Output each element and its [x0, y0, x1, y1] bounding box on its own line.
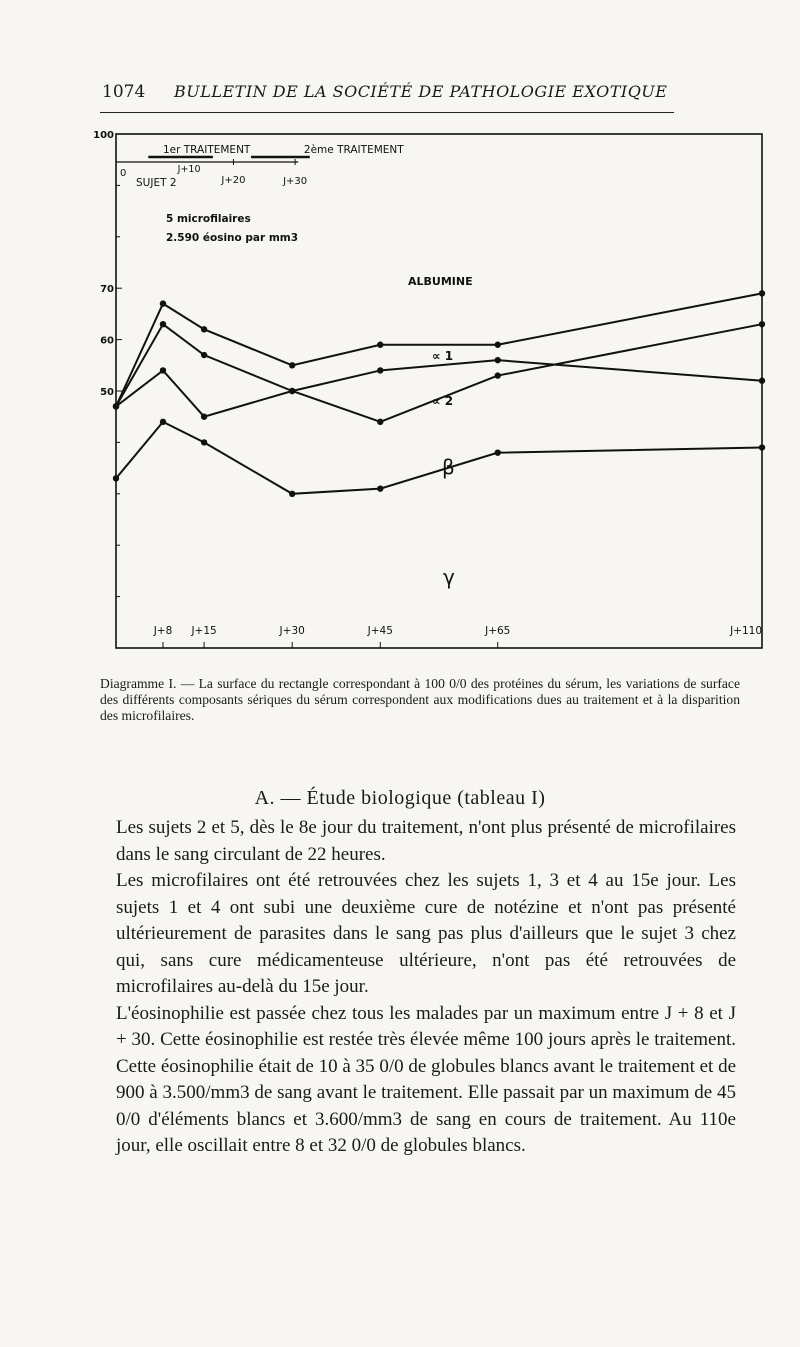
data-point	[495, 342, 501, 348]
data-point	[759, 321, 765, 327]
data-point	[201, 414, 207, 420]
data-point	[201, 326, 207, 332]
region-label-beta: β	[442, 455, 455, 479]
x-tick-label: J+110	[730, 625, 762, 637]
data-point	[113, 403, 119, 409]
data-point	[289, 362, 295, 368]
x-tick-label: J+30	[279, 625, 305, 637]
data-point	[160, 300, 166, 306]
paragraph: Les microfilaires ont été retrouvées chez les sujets 1, 3 et 4 au 15e jour. Les sujets 1 et 4 ont subi une deuxième cure de notézine et n'ont pas présenté ultérieurement de parasites dans le sang pas plus d'ailleurs que le sujet 3 chez qui, sans cure médicamenteuse ultérieure, n'ont pas été retrouvées de microfilaires au-delà du 15e jour.	[116, 870, 736, 997]
page-number: 1074	[102, 82, 146, 102]
figure-caption: Diagramme I. — La surface du rectangle correspondant à 100 0/0 des protéines du sérum, les variations de surface des différents composants sériques du sérum correspondent aux modifications dues au traitement et à la disparition des microfilaires.	[100, 676, 740, 723]
treatment-mark: J+30	[283, 176, 308, 187]
y-tick-label: 50	[100, 387, 114, 398]
treatment-mark: J+10	[177, 164, 201, 175]
data-point	[495, 357, 501, 363]
data-point	[759, 378, 765, 384]
y-tick-label: 60	[100, 335, 114, 347]
data-point	[289, 388, 295, 394]
header-rule	[100, 112, 674, 113]
region-label-gamma: γ	[443, 565, 455, 589]
body-text	[116, 815, 736, 1160]
x-tick-label: J+8	[153, 625, 173, 637]
y-tick-label: 70	[100, 284, 114, 296]
chart-frame	[116, 134, 762, 648]
subject-label: SUJET 2	[136, 177, 177, 189]
data-point	[377, 342, 383, 348]
data-point	[377, 419, 383, 425]
data-point	[113, 475, 119, 481]
journal-title: BULLETIN DE LA SOCIÉTÉ DE PATHOLOGIE EXOTIQUE	[174, 82, 668, 101]
annotation-eosino: 2.590 éosino par mm3	[166, 232, 299, 244]
data-point	[377, 485, 383, 491]
second-treatment-label: 2ème TRAITEMENT	[303, 144, 404, 156]
page-header	[102, 82, 672, 110]
paragraph: Les sujets 2 et 5, dès le 8e jour du traitement, n'ont plus présenté de microfilaires dans le sang circulant de 22 heures.	[116, 817, 736, 865]
data-point	[201, 439, 207, 445]
y-tick-label: 100	[93, 130, 114, 141]
data-point	[160, 321, 166, 327]
treatment-start-label: 0	[120, 168, 127, 179]
x-tick-label: J+65	[485, 625, 511, 637]
data-point	[495, 372, 501, 378]
section-heading: A. — Étude biologique (tableau I)	[254, 787, 546, 809]
data-point	[160, 367, 166, 373]
data-point	[377, 367, 383, 373]
boundary-line-2	[116, 360, 762, 417]
data-point	[759, 290, 765, 296]
first-treatment-label: 1er TRAITEMENT	[162, 144, 251, 156]
paragraph: L'éosinophilie est passée chez tous les malades par un maximum entre J + 8 et J + 30. Cette éosinophilie est restée très élevée même 100 jours après le traitement. Cette éosinophilie était de 10 à 35 0/0 de globules blancs avant le traitement et de 900 à 3.500/mm3 de sang avant le traitement. Elle passait par un maximum de 45 0/0 d'éléments blancs et 3.600/mm3 de sang en cours de traitement. Au 110e jour, elle oscillait entre 8 et 32 0/0 de globules blancs.	[116, 1002, 736, 1156]
data-point	[495, 449, 501, 455]
treatment-mark: J+20	[221, 175, 246, 186]
region-label-alpha2: ∝ 2	[432, 394, 454, 408]
region-label-alpha1: ∝ 1	[432, 349, 454, 363]
annotation-microfilaires: 5 microfilaires	[166, 213, 251, 225]
data-point	[160, 419, 166, 425]
data-point	[759, 444, 765, 450]
data-point	[201, 352, 207, 358]
data-point	[289, 491, 295, 497]
region-label-albumine: ALBUMINE	[408, 275, 473, 288]
x-tick-label: J+15	[191, 625, 217, 637]
x-tick-label: J+45	[367, 625, 393, 637]
boundary-line-3	[116, 422, 762, 494]
protein-diagram	[88, 128, 768, 663]
